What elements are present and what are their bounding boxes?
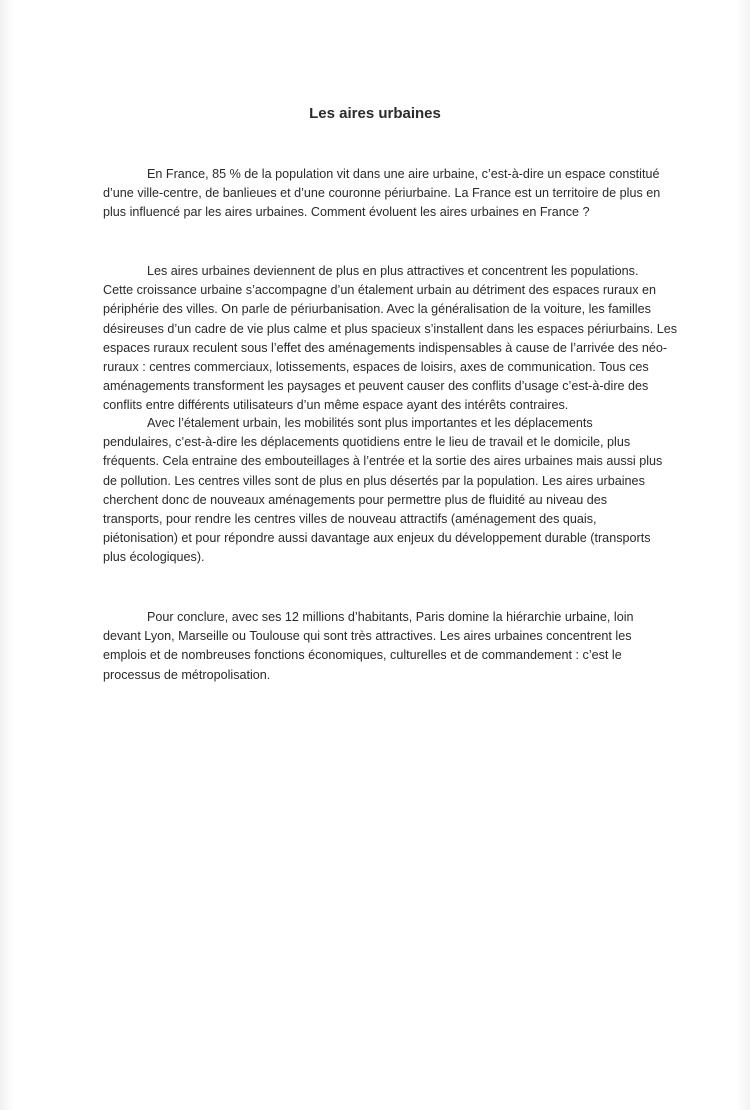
text-line: En France, 85 % de la population vit dans une aire urbaine, c’est-à-dire un espace constitué [147, 167, 660, 181]
text-line: Pour conclure, avec ses 12 millions d’habitants, Paris domine la hiérarchie urbaine, loin [147, 610, 634, 624]
text-line: Cette croissance urbaine s’accompagne d’un étalement urbain au détriment des espaces ruraux en [103, 283, 657, 298]
text-line: aménagements transforment les paysages et peuvent causer des conflits d’usage c’est-à-dire des [103, 379, 649, 394]
text-line: espaces ruraux reculent sous l’effet des aménagements indispensables à cause de l’arrivée des néo- [103, 340, 668, 355]
text-line: d’une ville-centre, de banlieues et d’une couronne périurbaine. La France est un territoire de plus en [103, 186, 661, 201]
text-line: piétonisation) et pour répondre aussi davantage aux enjeux du développement durable (transports [103, 531, 651, 546]
text-line: Avec l’étalement urbain, les mobilités sont plus importantes et les déplacements [147, 416, 593, 430]
text-line: cherchent donc de nouveaux aménagements pour permettre plus de fluidité au niveau des [103, 492, 608, 507]
text-line: fréquents. Cela entraine des embouteillages à l’entrée et la sortie des aires urbaines mais aussi plus [103, 454, 663, 469]
text-line: périphérie des villes. On parle de périurbanisation. Avec la généralisation de la voiture, les familles [103, 302, 651, 317]
text-line: devant Lyon, Marseille ou Toulouse qui sont très attractives. Les aires urbaines concentrent les [103, 629, 632, 644]
text-line: processus de métropolisation. [103, 667, 271, 682]
document-title: Les aires urbaines [309, 105, 441, 122]
text-line: pendulaires, c’est-à-dire les déplacements quotidiens entre le lieu de travail et le domicile, plus [103, 435, 631, 450]
text-line: emplois et de nombreuses fonctions économiques, culturelles et de commandement : c’est le [103, 648, 622, 663]
paragraph-conclusion [103, 608, 658, 685]
paragraph-mobilites [103, 414, 663, 568]
text-line: plus influencé par les aires urbaines. Comment évoluent les aires urbaines en France ? [103, 205, 590, 220]
text-line: Les aires urbaines deviennent de plus en plus attractives et concentrent les populations. [147, 264, 639, 278]
text-line: conflits entre différents utilisateurs d’un même espace ayant des intérêts contraires. [103, 398, 569, 413]
text-line: plus écologiques). [103, 550, 205, 565]
text-line: transports, pour rendre les centres villes de nouveau attractifs (aménagement des quais, [103, 512, 597, 527]
paragraph-periurbanisation [103, 262, 678, 416]
text-line: de pollution. Les centres villes sont de plus en plus désertés par la population. Les aires urbaines [103, 473, 645, 488]
paragraph-introduction [103, 165, 661, 223]
text-line: désireuses d’un cadre de vie plus calme et plus spacieux s’installent dans les espaces périurbains. Les [103, 321, 678, 336]
text-line: ruraux : centres commerciaux, lotissements, espaces de loisirs, axes de communication. Tous ces [103, 360, 649, 375]
